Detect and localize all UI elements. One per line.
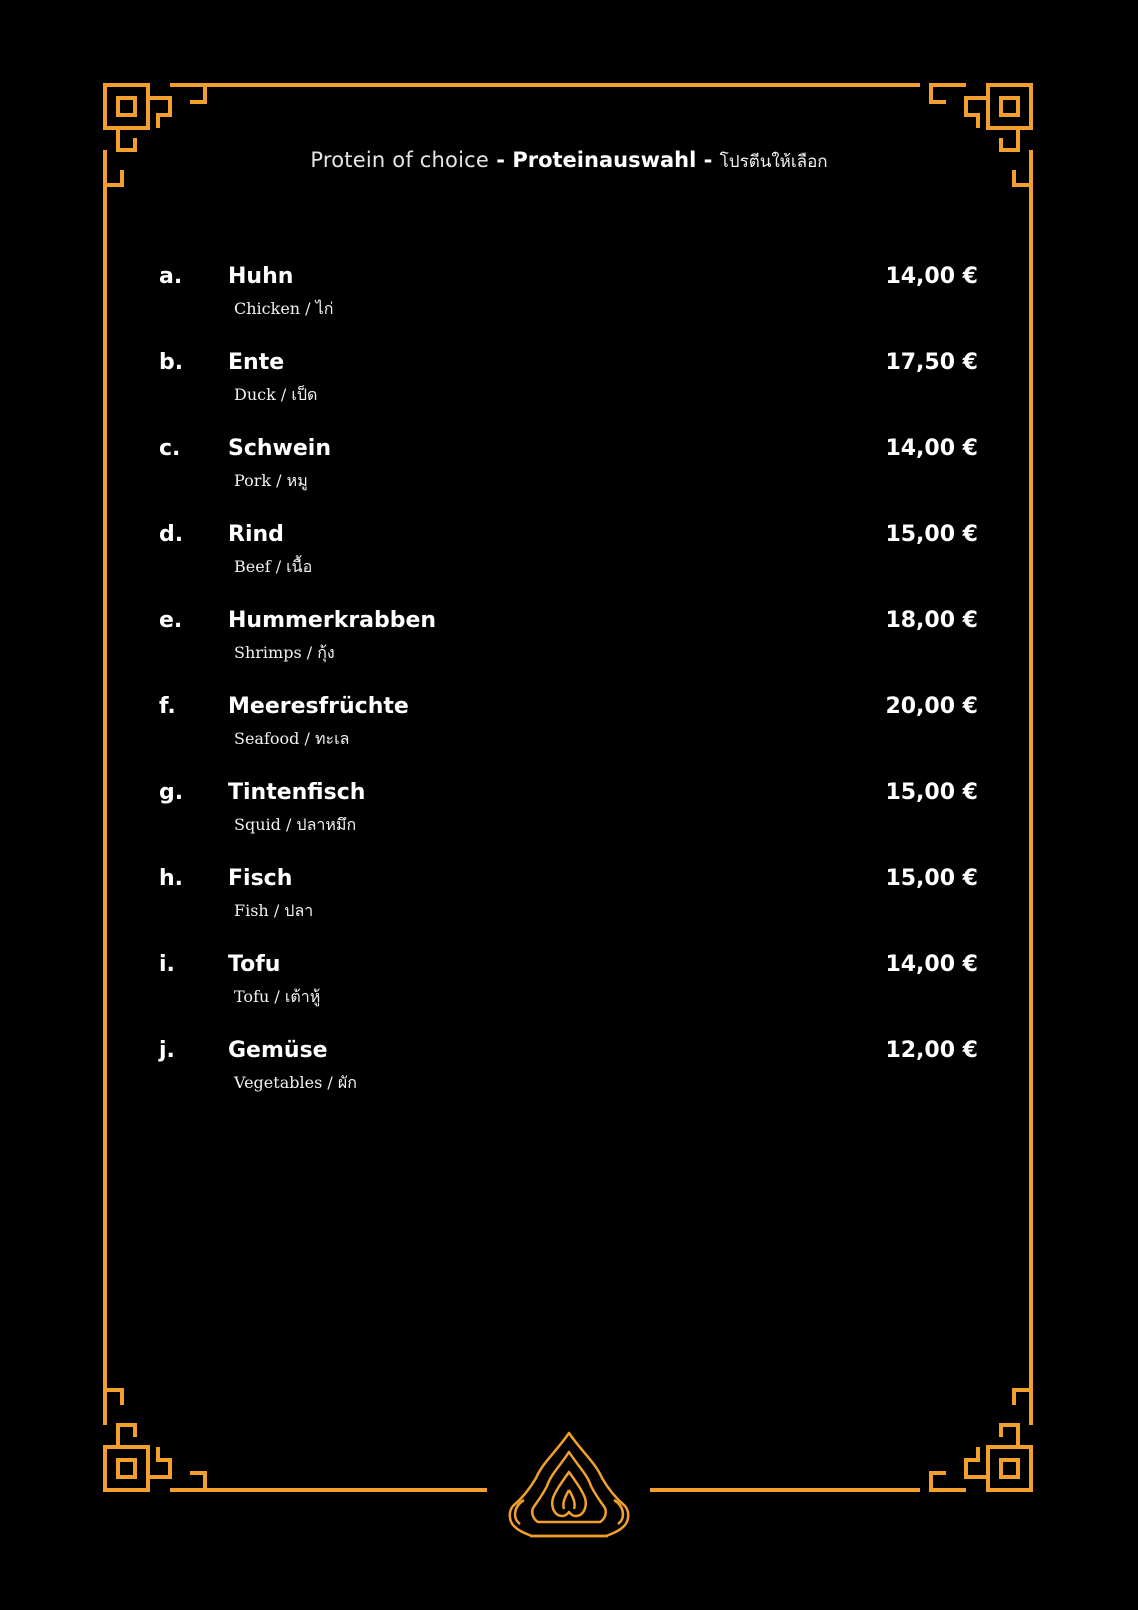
title-german: Proteinauswahl bbox=[512, 148, 697, 172]
item-letter: j. bbox=[159, 1038, 175, 1063]
item-name: Fisch bbox=[228, 866, 293, 891]
item-translation: Fish / ปลา bbox=[234, 901, 314, 920]
item-price: 14,00 € bbox=[885, 436, 978, 461]
item-price: 15,00 € bbox=[885, 780, 978, 805]
item-name: Meeresfrüchte bbox=[228, 694, 409, 719]
item-letter: b. bbox=[159, 350, 184, 375]
item-price: 20,00 € bbox=[885, 694, 978, 719]
item-letter: h. bbox=[159, 866, 184, 891]
item-translation: Tofu / เต้าหู้ bbox=[234, 987, 321, 1006]
item-letter: d. bbox=[159, 522, 184, 547]
item-letter: e. bbox=[159, 608, 183, 633]
item-translation: Seafood / ทะเล bbox=[234, 729, 350, 748]
item-translation: Vegetables / ผัก bbox=[234, 1073, 357, 1092]
title-separator: - bbox=[696, 148, 720, 172]
item-name: Tintenfisch bbox=[228, 780, 366, 805]
item-name: Tofu bbox=[228, 952, 281, 977]
item-name: Gemüse bbox=[228, 1038, 328, 1063]
menu-item bbox=[0, 952, 1138, 1032]
item-translation: Shrimps / กุ้ง bbox=[234, 643, 335, 662]
item-letter: g. bbox=[159, 780, 184, 805]
menu-item bbox=[0, 694, 1138, 774]
item-letter: i. bbox=[159, 952, 175, 977]
item-price: 17,50 € bbox=[885, 350, 978, 375]
menu-item bbox=[0, 350, 1138, 430]
item-price: 12,00 € bbox=[885, 1038, 978, 1063]
page-title bbox=[0, 148, 1138, 175]
item-letter: f. bbox=[159, 694, 176, 719]
item-translation: Pork / หมู bbox=[234, 471, 308, 490]
item-translation: Duck / เป็ด bbox=[234, 385, 318, 404]
item-price: 14,00 € bbox=[885, 952, 978, 977]
item-translation: Squid / ปลาหมึก bbox=[234, 815, 357, 834]
title-separator: - bbox=[489, 148, 513, 172]
item-price: 18,00 € bbox=[885, 608, 978, 633]
item-name: Rind bbox=[228, 522, 284, 547]
item-price: 15,00 € bbox=[885, 522, 978, 547]
item-price: 14,00 € bbox=[885, 264, 978, 289]
fret-corner-icon bbox=[105, 1390, 205, 1490]
menu-item bbox=[0, 1038, 1138, 1118]
thai-flame-ornament-icon bbox=[510, 1433, 628, 1536]
title-thai: โปรตีนให้เลือก bbox=[719, 152, 828, 172]
item-translation: Beef / เนื้อ bbox=[234, 557, 313, 576]
menu-item bbox=[0, 264, 1138, 344]
menu-item bbox=[0, 866, 1138, 946]
menu-item bbox=[0, 436, 1138, 516]
title-english: Protein of choice bbox=[310, 148, 489, 172]
menu-item bbox=[0, 522, 1138, 602]
item-name: Hummerkrabben bbox=[228, 608, 437, 633]
menu-item bbox=[0, 780, 1138, 860]
item-price: 15,00 € bbox=[885, 866, 978, 891]
item-translation: Chicken / ไก่ bbox=[234, 299, 334, 318]
item-name: Schwein bbox=[228, 436, 331, 461]
item-name: Ente bbox=[228, 350, 285, 375]
item-letter: c. bbox=[159, 436, 181, 461]
menu-item bbox=[0, 608, 1138, 688]
item-name: Huhn bbox=[228, 264, 294, 289]
item-letter: a. bbox=[159, 264, 183, 289]
fret-corner-icon bbox=[931, 1390, 1031, 1490]
